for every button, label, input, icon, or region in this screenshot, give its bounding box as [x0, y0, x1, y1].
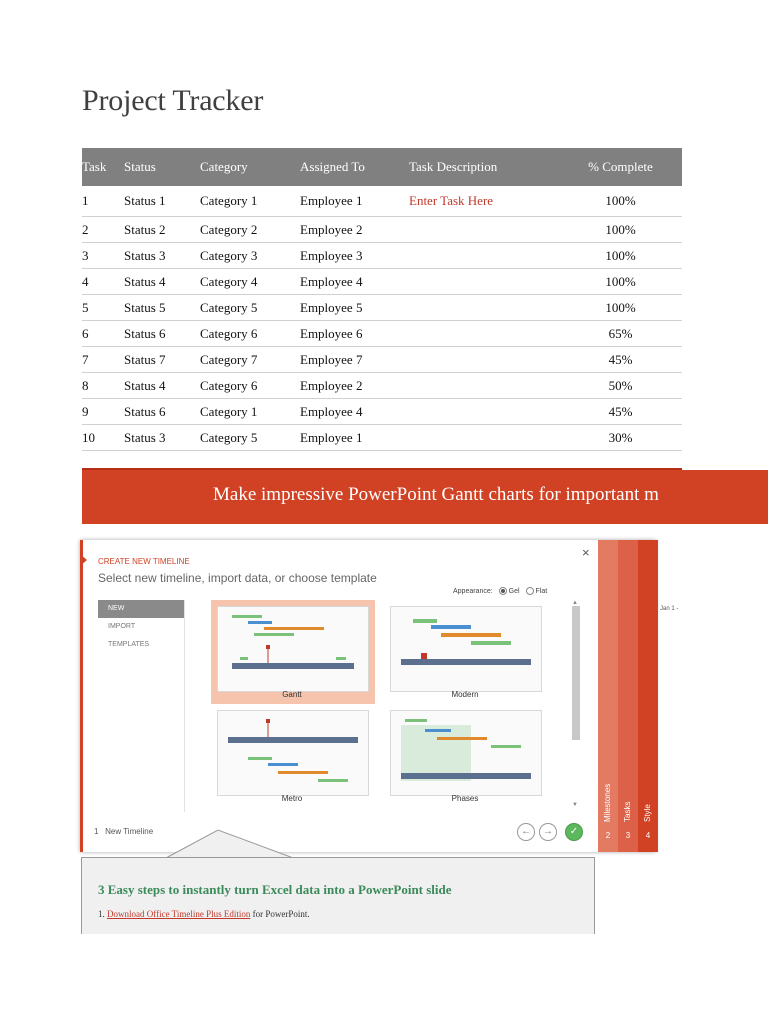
strip-label-milestones: Milestones: [603, 783, 612, 822]
template-label-gantt: Gantt: [282, 690, 302, 699]
modern-preview-icon: [391, 607, 541, 691]
table-row: [82, 269, 682, 295]
next-button-icon[interactable]: →: [539, 823, 557, 841]
project-table: [82, 148, 682, 451]
cell-complete: 45%: [608, 403, 633, 419]
col-header-description: Task Description: [409, 159, 498, 174]
cell-status: Status 6: [124, 325, 166, 341]
download-link[interactable]: Download Office Timeline Plus Edition: [107, 909, 251, 919]
table-row: [82, 295, 682, 321]
cell-complete: 100%: [605, 247, 636, 263]
callout-step-1: [98, 909, 310, 919]
confirm-button-icon[interactable]: ✓: [565, 823, 583, 841]
cell-task: 9: [82, 403, 89, 419]
template-label-metro: Metro: [281, 794, 303, 803]
cell-status: Status 4: [124, 273, 166, 289]
nav-item-templates[interactable]: TEMPLATES: [108, 641, 150, 648]
cell-task: 3: [82, 247, 89, 263]
dialog-nav: [98, 600, 184, 654]
cell-category: Category 6: [200, 325, 258, 341]
dialog-accent-bar: [80, 540, 83, 852]
cell-complete: 100%: [605, 221, 636, 237]
appearance-label: Appearance:: [453, 587, 493, 595]
cell-assigned: Employee 5: [300, 299, 363, 315]
cell-description: Enter Task Here: [409, 193, 494, 208]
callout-heading: 3 Easy steps to instantly turn Excel data into a PowerPoint slide: [98, 882, 452, 897]
back-button-icon[interactable]: ←: [517, 823, 535, 841]
template-thumb-modern[interactable]: [390, 606, 542, 692]
cell-status: Status 2: [124, 221, 166, 237]
banner-text: Make impressive PowerPoint Gantt charts for important m: [213, 484, 659, 505]
gantt-preview-icon: [218, 607, 368, 691]
col-header-task: Task: [82, 159, 107, 174]
dialog-arrow-icon: [80, 554, 87, 566]
template-thumb-gantt[interactable]: [217, 606, 369, 692]
template-thumb-metro[interactable]: [217, 710, 369, 796]
strip-num-milestones: 2: [605, 831, 611, 840]
template-thumb-phases[interactable]: [390, 710, 542, 796]
cell-status: Status 7: [124, 351, 166, 367]
metro-preview-icon: [218, 711, 368, 795]
table-row: [82, 243, 682, 269]
flat-radio-icon[interactable]: [526, 587, 534, 595]
cell-assigned: Employee 2: [300, 221, 363, 237]
col-header-assigned: Assigned To: [300, 159, 365, 174]
col-header-status: Status: [124, 159, 156, 174]
gel-label: Gel: [508, 587, 520, 595]
cell-complete: 30%: [608, 429, 633, 445]
cell-task: 8: [82, 377, 89, 393]
col-header-complete: % Complete: [588, 159, 653, 174]
wizard-step-strips: [598, 540, 656, 852]
cell-category: Category 7: [200, 351, 258, 367]
cell-complete: 65%: [608, 325, 633, 341]
cell-assigned: Employee 1: [300, 429, 363, 445]
gel-radio-icon[interactable]: [499, 587, 507, 595]
cell-assigned: Employee 6: [300, 325, 363, 341]
strip-num-style: 4: [645, 831, 651, 840]
cell-category: Category 4: [200, 273, 258, 289]
step-prefix: 1.: [98, 909, 105, 919]
table-row: [82, 321, 682, 347]
side-date-text: Jan 1 -: [660, 606, 679, 612]
cell-assigned: Employee 7: [300, 351, 363, 367]
page-title: Project Tracker: [82, 84, 264, 117]
cell-status: Status 5: [124, 299, 166, 315]
cell-task: 4: [82, 273, 89, 289]
strip-style[interactable]: [638, 540, 658, 852]
table-row: [82, 373, 682, 399]
cell-complete: 100%: [605, 273, 636, 289]
promo-banner[interactable]: [82, 468, 768, 524]
cell-status: Status 6: [124, 403, 166, 419]
callout-notch: [160, 828, 300, 860]
cell-task: 2: [82, 221, 89, 237]
step-suffix: for PowerPoint.: [252, 909, 310, 919]
table-row: [82, 347, 682, 373]
nav-item-new[interactable]: NEW: [98, 600, 184, 618]
dialog-subtitle: Select new timeline, import data, or choose template: [98, 571, 377, 585]
steps-callout: [81, 857, 595, 934]
cell-assigned: Employee 1: [300, 193, 363, 208]
footer-step-number: 1: [94, 827, 99, 836]
strip-label-tasks: Tasks: [623, 801, 632, 822]
cell-status: Status 1: [124, 193, 166, 208]
cell-category: Category 3: [200, 247, 258, 263]
template-label-modern: Modern: [451, 690, 479, 699]
strip-label-style: Style: [643, 804, 652, 822]
cell-task: 5: [82, 299, 89, 315]
table-row: [82, 186, 682, 217]
cell-assigned: Employee 2: [300, 377, 363, 393]
close-icon[interactable]: ×: [582, 545, 590, 560]
strip-num-tasks: 3: [625, 831, 631, 840]
flat-label: Flat: [535, 587, 548, 595]
cell-category: Category 5: [200, 299, 258, 315]
phases-preview-icon: [391, 711, 541, 795]
cell-complete: 100%: [605, 193, 636, 208]
nav-item-import[interactable]: IMPORT: [108, 623, 136, 630]
col-header-category: Category: [200, 159, 248, 174]
cell-status: Status 3: [124, 247, 166, 263]
cell-category: Category 1: [200, 193, 258, 208]
cell-task: 10: [82, 429, 95, 445]
table-row: [82, 217, 682, 243]
dialog-header: CREATE NEW TIMELINE: [98, 557, 190, 566]
cell-complete: 50%: [608, 377, 633, 393]
cell-assigned: Employee 3: [300, 247, 363, 263]
cell-task: 7: [82, 351, 89, 367]
cell-category: Category 6: [200, 377, 258, 393]
cell-status: Status 3: [124, 429, 166, 445]
footer-step: [94, 827, 153, 836]
banner-top-edge: [682, 468, 768, 470]
template-scrollbar[interactable]: [572, 606, 580, 740]
cell-complete: 45%: [608, 351, 633, 367]
strip-milestones[interactable]: [598, 540, 618, 852]
table-body: [82, 186, 682, 451]
appearance-options: [453, 587, 547, 595]
template-label-phases: Phases: [451, 794, 479, 803]
cell-complete: 100%: [605, 299, 636, 315]
nav-divider: [184, 600, 185, 812]
strip-tasks[interactable]: [618, 540, 638, 852]
cell-assigned: Employee 4: [300, 403, 363, 419]
cell-status: Status 4: [124, 377, 166, 393]
cell-task: 6: [82, 325, 89, 341]
cell-assigned: Employee 4: [300, 273, 363, 289]
cell-task: 1: [82, 193, 89, 208]
table-header-row: [82, 148, 682, 186]
table-row: [82, 425, 682, 451]
timeline-dialog-screenshot: [80, 540, 656, 852]
scroll-up-icon[interactable]: ▲: [572, 600, 578, 606]
cell-category: Category 5: [200, 429, 258, 445]
cell-category: Category 1: [200, 403, 258, 419]
scroll-down-icon[interactable]: ▼: [572, 802, 578, 808]
table-row: [82, 399, 682, 425]
cell-category: Category 2: [200, 221, 258, 237]
footer-step-label: New Timeline: [105, 827, 154, 836]
